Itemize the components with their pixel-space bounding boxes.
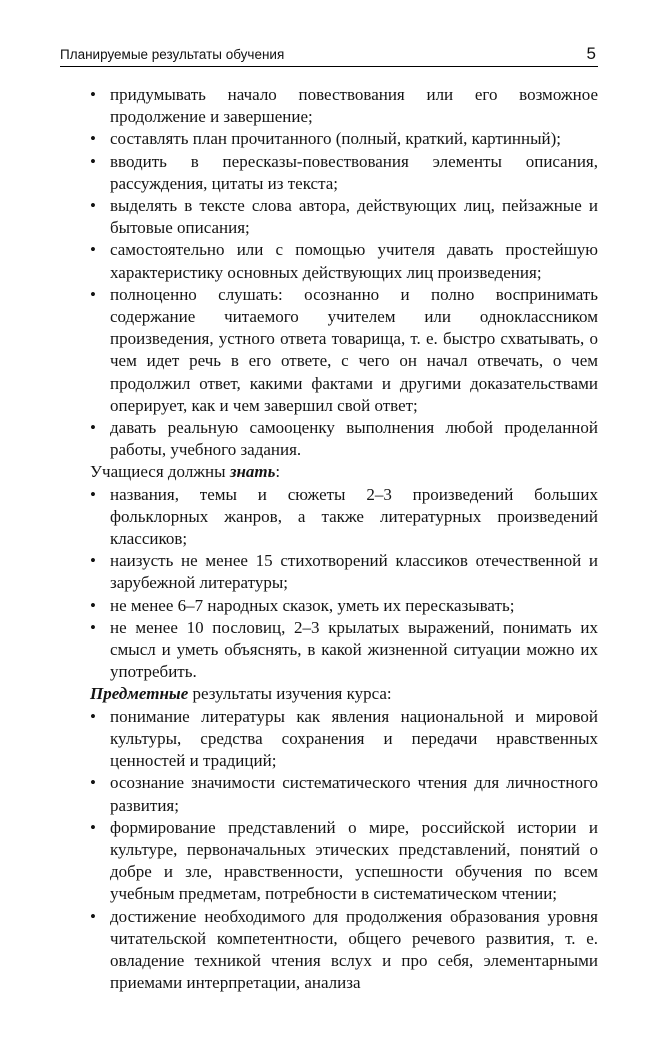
skills-list xyxy=(90,84,598,461)
list-item: • вводить в пересказы-повествования элементы описания, рассуждения, цитаты из текста; xyxy=(90,151,598,195)
list-item: • не менее 6–7 народных сказок, уметь их пересказывать; xyxy=(90,595,598,617)
list-item: • самостоятельно или с помощью учителя давать простейшую характеристику основных действующих лиц произведения; xyxy=(90,239,598,283)
list-item: • понимание литературы как явления национальной и мировой культуры, средства сохранения и передачи нравственных ценностей и традиций; xyxy=(90,706,598,773)
page-number: 5 xyxy=(586,44,596,63)
body-text xyxy=(90,84,598,994)
list-item: • названия, темы и сюжеты 2–3 произведений больших фольклорных жанров, а также литературных произведений классиков; xyxy=(90,484,598,551)
list-item: • составлять план прочитанного (полный, краткий, картинный); xyxy=(90,128,598,150)
list-item: • формирование представлений о мире, российской истории и культуре, первоначальных этических представлений, понятий о добре и зле, нравственности, успешности обучения по всем учебным предметам, потребности в систематическом чтении; xyxy=(90,817,598,906)
subject-results-lead-paragraph xyxy=(90,683,598,705)
lead-text: результаты изучения курса: xyxy=(188,684,392,704)
running-title: Планируемые результаты обучения xyxy=(60,47,285,62)
list-item: • полноценно слушать: осознанно и полно воспринимать содержание читаемого учителем или одноклассником произведения, устного ответа товарища, т. е. быстро схватывать, о чем идет речь в его ответе, с чего он начал отвечать, о чем продолжил ответ, какими фактами и другими доказательствами оперирует, как и чем завершил свой ответ; xyxy=(90,284,598,417)
list-item: • осознание значимости систематического чтения для личностного развития; xyxy=(90,772,598,816)
list-item: • давать реальную самооценку выполнения любой проделанной работы, учебного задания. xyxy=(90,417,598,461)
lead-colon: : xyxy=(275,462,281,482)
lead-text: Учащиеся должны xyxy=(90,462,230,482)
subject-results-list xyxy=(90,706,598,995)
know-lead-paragraph xyxy=(90,461,598,483)
list-item: • выделять в тексте слова автора, действующих лиц, пейзажные и бытовые описания; xyxy=(90,195,598,239)
list-item: • достижение необходимого для продолжения образования уровня читательской компетентности, общего речевого развития, т. е. овладение техникой чтения вслух и про себя, элементарными приемами интерпретации, анализа xyxy=(90,906,598,995)
list-item: • придумывать начало повествования или его возможное продолжение и завершение; xyxy=(90,84,598,128)
knowledge-list xyxy=(90,484,598,684)
running-header xyxy=(60,42,598,67)
lead-emphasis: знать xyxy=(229,462,276,482)
lead-emphasis: Предметные xyxy=(90,684,189,704)
list-item: • не менее 10 пословиц, 2–3 крылатых выражений, понимать их смысл и уметь объяснять, в какой жизненной ситуации можно их употребить. xyxy=(90,617,598,684)
list-item: • наизусть не менее 15 стихотворений классиков отечественной и зарубежной литературы; xyxy=(90,550,598,594)
